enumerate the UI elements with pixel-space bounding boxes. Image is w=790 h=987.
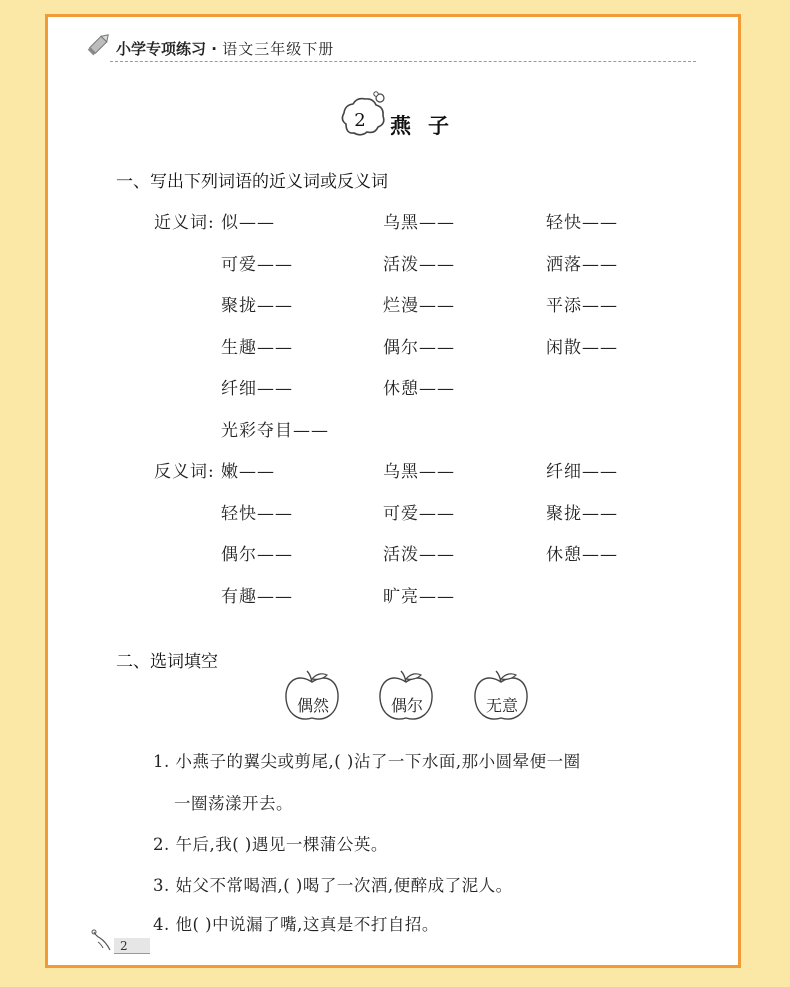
swirl-icon	[90, 928, 114, 952]
antonym-item: 轻快——	[221, 504, 293, 524]
page-number: 2	[114, 938, 150, 954]
fill-sentence-continued: 一圈荡漾开去。	[174, 794, 293, 813]
antonym-item: 乌黑——	[383, 462, 455, 482]
worksheet-page	[45, 14, 741, 968]
antonym-item: 纤细——	[546, 462, 618, 482]
antonym-item: 偶尔——	[221, 545, 293, 565]
antonym-item: 活泼——	[383, 545, 455, 565]
fill-sentence: 4. 他( )中说漏了嘴,这真是不打自招。	[153, 915, 439, 934]
option-word: 无意	[485, 696, 518, 715]
synonym-item: 光彩夺目——	[221, 421, 329, 441]
synonym-item: 轻快——	[546, 213, 618, 233]
synonym-item: 生趣——	[221, 338, 293, 358]
synonym-item: 闲散——	[546, 338, 618, 358]
header-divider	[110, 61, 696, 62]
synonym-item: 似——	[221, 213, 275, 233]
option-word: 偶然	[296, 696, 329, 715]
lesson-number: 2	[354, 110, 366, 131]
synonym-item: 可爱——	[221, 255, 293, 275]
header-title: 小学专项练习 · 语文三年级下册	[116, 40, 335, 58]
synonym-item: 偶尔——	[383, 338, 455, 358]
section2-heading: 二、选词填空	[116, 652, 218, 672]
cloud-badge-icon	[336, 90, 388, 142]
synonym-item: 烂漫——	[383, 296, 455, 316]
antonym-item: 聚拢——	[546, 504, 618, 524]
fill-sentence: 3. 姑父不常喝酒,( )喝了一次酒,便醉成了泥人。	[153, 876, 513, 895]
section1-heading: 一、写出下列词语的近义词或反义词	[116, 172, 388, 192]
pencil-icon	[86, 30, 112, 58]
antonym-item: 嫩——	[221, 462, 275, 482]
option-word: 偶尔	[390, 696, 423, 715]
fill-sentence: 1. 小燕子的翼尖或剪尾,( )沾了一下水面,那小圆晕便一圈	[153, 752, 581, 771]
antonym-item: 休憩——	[546, 545, 618, 565]
synonym-item: 洒落——	[546, 255, 618, 275]
antonym-label: 反义词:	[154, 462, 215, 482]
synonym-item: 纤细——	[221, 379, 293, 399]
antonym-item: 有趣——	[221, 587, 293, 607]
synonym-item: 聚拢——	[221, 296, 293, 316]
synonym-item: 平添——	[546, 296, 618, 316]
antonym-item: 旷亮——	[383, 587, 455, 607]
synonym-item: 活泼——	[383, 255, 455, 275]
synonym-item: 休憩——	[383, 379, 455, 399]
fill-sentence: 2. 午后,我( )遇见一棵蒲公英。	[153, 835, 388, 854]
synonym-item: 乌黑——	[383, 213, 455, 233]
lesson-title: 燕子	[390, 114, 466, 138]
antonym-item: 可爱——	[383, 504, 455, 524]
synonym-label: 近义词:	[154, 213, 215, 233]
